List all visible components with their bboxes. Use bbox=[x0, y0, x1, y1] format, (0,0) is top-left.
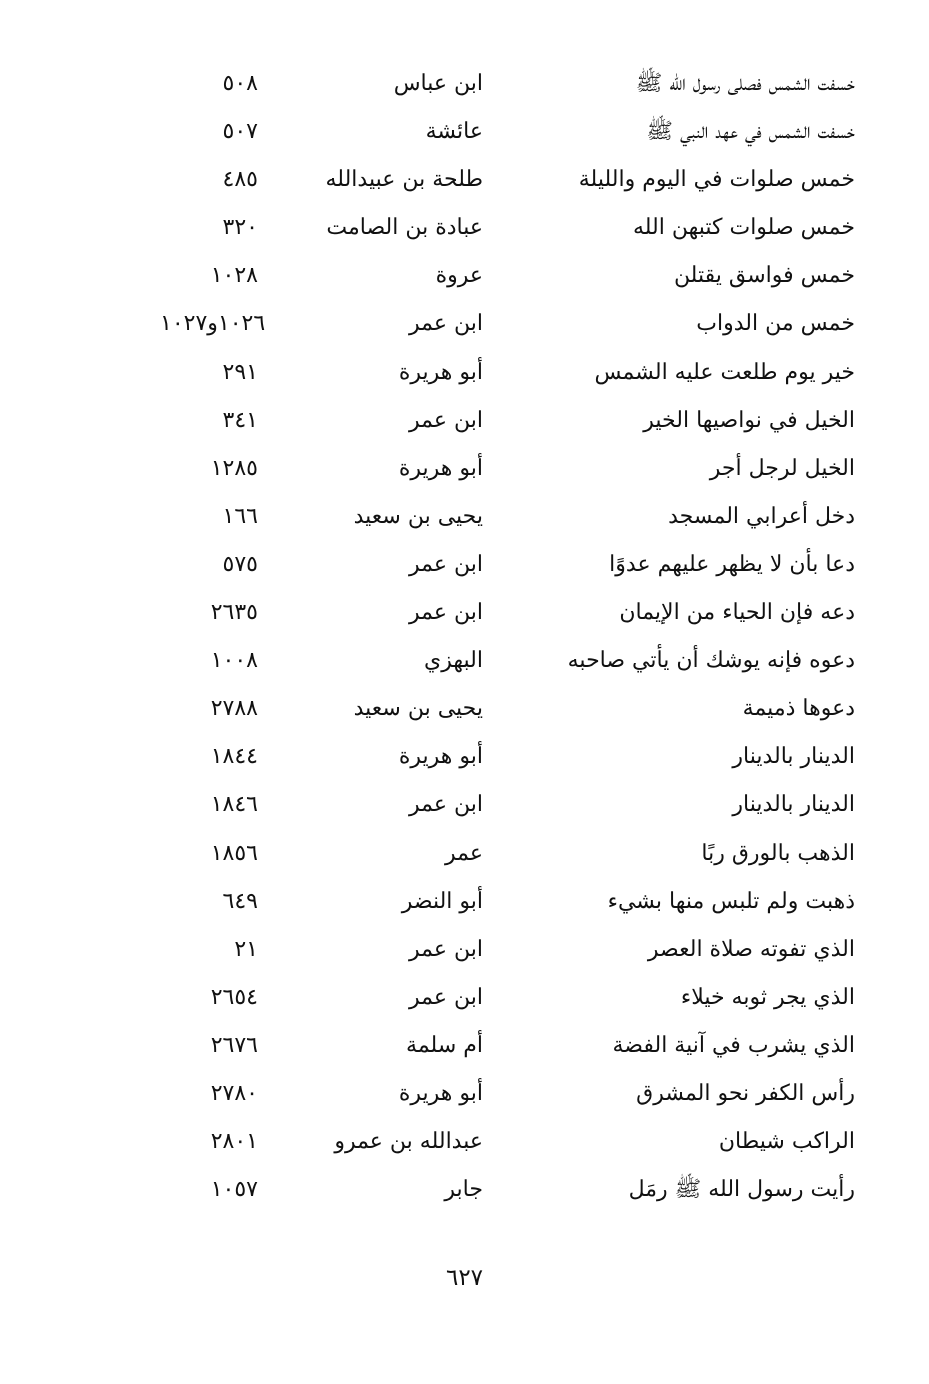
index-entry bbox=[0, 735, 929, 783]
narrator-name: عروة bbox=[435, 263, 483, 289]
narrator-name: ابن عمر bbox=[409, 936, 483, 962]
narrator-name: ابن عباس bbox=[393, 71, 483, 96]
narrator-name: ابن عمر bbox=[409, 551, 483, 577]
hadith-number: ٥٠٧ bbox=[222, 119, 258, 145]
index-entry bbox=[0, 1168, 929, 1216]
index-entry bbox=[0, 928, 929, 976]
hadith-number: ١٨٤٦ bbox=[210, 792, 258, 818]
hadith-number: ٢١ bbox=[234, 936, 258, 962]
hadith-text: الذي يشرب في آنية الفضة bbox=[612, 1032, 855, 1058]
index-entry bbox=[0, 543, 929, 591]
narrator-name: يحيى بن سعيد bbox=[353, 503, 483, 529]
hadith-text: الذي تفوته صلاة العصر bbox=[647, 936, 855, 962]
hadith-text: الذهب بالورق ربًا bbox=[701, 840, 855, 866]
index-entry bbox=[0, 110, 929, 158]
hadith-number: ٣٢٠ bbox=[222, 215, 258, 241]
hadith-text: الدينار بالدينار bbox=[732, 792, 855, 818]
hadith-text: الدينار بالدينار bbox=[732, 744, 855, 770]
hadith-number: ٢٦٣٥ bbox=[210, 600, 258, 626]
narrator-name: أبو هريرة bbox=[398, 455, 483, 481]
hadith-text: دعوها ذميمة bbox=[742, 696, 855, 722]
hadith-text: خمس فواسق يقتلن bbox=[673, 263, 855, 289]
narrator-name: عبادة بن الصامت bbox=[326, 215, 483, 241]
narrator-name: طلحة بن عبيدالله bbox=[325, 167, 483, 193]
index-entry bbox=[0, 1120, 929, 1168]
hadith-number: ٤٨٥ bbox=[222, 167, 258, 193]
index-entry bbox=[0, 1024, 929, 1072]
narrator-name: ابن عمر bbox=[409, 984, 483, 1010]
index-entry bbox=[0, 206, 929, 254]
hadith-number: ١٨٤٤ bbox=[210, 744, 258, 770]
index-entry bbox=[0, 399, 929, 447]
hadith-number: ٢٩١ bbox=[222, 359, 258, 385]
hadith-number: ٥٠٨ bbox=[222, 71, 258, 96]
narrator-name: البهزي bbox=[424, 648, 483, 674]
narrator-name: أبو النضر bbox=[401, 888, 483, 914]
index-entry bbox=[0, 783, 929, 831]
hadith-text: الراكب شيطان bbox=[718, 1129, 855, 1155]
hadith-text: رأيت رسول الله ﷺ رمَل bbox=[628, 1177, 855, 1203]
hadith-text: الخيل لرجل أجر bbox=[709, 455, 855, 481]
hadith-text: خير يوم طلعت عليه الشمس bbox=[594, 359, 855, 385]
hadith-text: دعا بأن لا يظهر عليهم عدوًا bbox=[609, 551, 855, 577]
hadith-text: دعه فإن الحياء من الإيمان bbox=[619, 600, 855, 626]
hadith-number: ٢٦٥٤ bbox=[210, 984, 258, 1010]
index-entry bbox=[0, 158, 929, 206]
narrator-name: عائشة bbox=[425, 119, 483, 145]
narrator-name: ابن عمر bbox=[409, 311, 483, 337]
index-entry bbox=[0, 495, 929, 543]
hadith-text: خسفت الشمس في عهد النبي ﷺ bbox=[646, 119, 855, 145]
narrator-name: جابر bbox=[444, 1177, 483, 1203]
hadith-text: خمس صلوات في اليوم والليلة bbox=[578, 167, 855, 193]
index-entry bbox=[0, 687, 929, 735]
narrator-name: عمر bbox=[445, 840, 483, 866]
hadith-text: خمس صلوات كتبهن الله bbox=[632, 215, 855, 241]
index-entry bbox=[0, 832, 929, 880]
index-entry bbox=[0, 447, 929, 495]
index-entry bbox=[0, 302, 929, 350]
index-entry bbox=[0, 254, 929, 302]
narrator-name: ابن عمر bbox=[409, 600, 483, 626]
hadith-number: ١٠٥٧ bbox=[210, 1177, 258, 1203]
hadith-text: الذي يجر ثوبه خيلاء bbox=[680, 984, 855, 1010]
narrator-name: أبو هريرة bbox=[398, 744, 483, 770]
hadith-number: ٣٤١ bbox=[222, 407, 258, 433]
hadith-text: الخيل في نواصيها الخير bbox=[643, 407, 855, 433]
hadith-number: ٦٤٩ bbox=[222, 888, 258, 914]
narrator-name: ابن عمر bbox=[409, 407, 483, 433]
index-entry bbox=[0, 976, 929, 1024]
hadith-number: ٥٧٥ bbox=[222, 551, 258, 577]
hadith-text: ذهبت ولم تلبس منها بشيء bbox=[607, 888, 855, 914]
hadith-number: ١٠٠٨ bbox=[210, 648, 258, 674]
index-entry bbox=[0, 351, 929, 399]
narrator-name: أم سلمة bbox=[406, 1032, 483, 1058]
hadith-index-list bbox=[0, 62, 929, 1216]
hadith-text: رأس الكفر نحو المشرق bbox=[636, 1080, 855, 1106]
index-entry bbox=[0, 1072, 929, 1120]
hadith-text: دخل أعرابي المسجد bbox=[668, 503, 855, 529]
hadith-number: ٢٨٠١ bbox=[210, 1129, 258, 1155]
narrator-name: يحيى بن سعيد bbox=[353, 696, 483, 722]
page-number: ٦٢٧ bbox=[445, 1265, 484, 1291]
hadith-text: خسفت الشمس فصلى رسول الله ﷺ bbox=[635, 71, 855, 96]
narrator-name: أبو هريرة bbox=[398, 1080, 483, 1106]
hadith-number: ١٠٢٨ bbox=[210, 263, 258, 289]
hadith-number: ١٢٨٥ bbox=[210, 455, 258, 481]
index-entry bbox=[0, 639, 929, 687]
hadith-number: ٢٧٨٨ bbox=[210, 696, 258, 722]
index-entry bbox=[0, 62, 929, 110]
index-entry bbox=[0, 880, 929, 928]
hadith-number: ٢٧٨٠ bbox=[210, 1080, 258, 1106]
narrator-name: ابن عمر bbox=[409, 792, 483, 818]
narrator-name: عبدالله بن عمرو bbox=[334, 1129, 483, 1155]
hadith-number: ١٦٦ bbox=[222, 503, 258, 529]
narrator-name: أبو هريرة bbox=[398, 359, 483, 385]
hadith-text: خمس من الدواب bbox=[696, 311, 855, 337]
hadith-number: ٢٦٧٦ bbox=[210, 1032, 258, 1058]
hadith-number: ١٨٥٦ bbox=[210, 840, 258, 866]
hadith-number: ١٠٢٦و١٠٢٧ bbox=[160, 311, 266, 337]
hadith-text: دعوه فإنه يوشك أن يأتي صاحبه bbox=[567, 648, 855, 674]
index-entry bbox=[0, 591, 929, 639]
